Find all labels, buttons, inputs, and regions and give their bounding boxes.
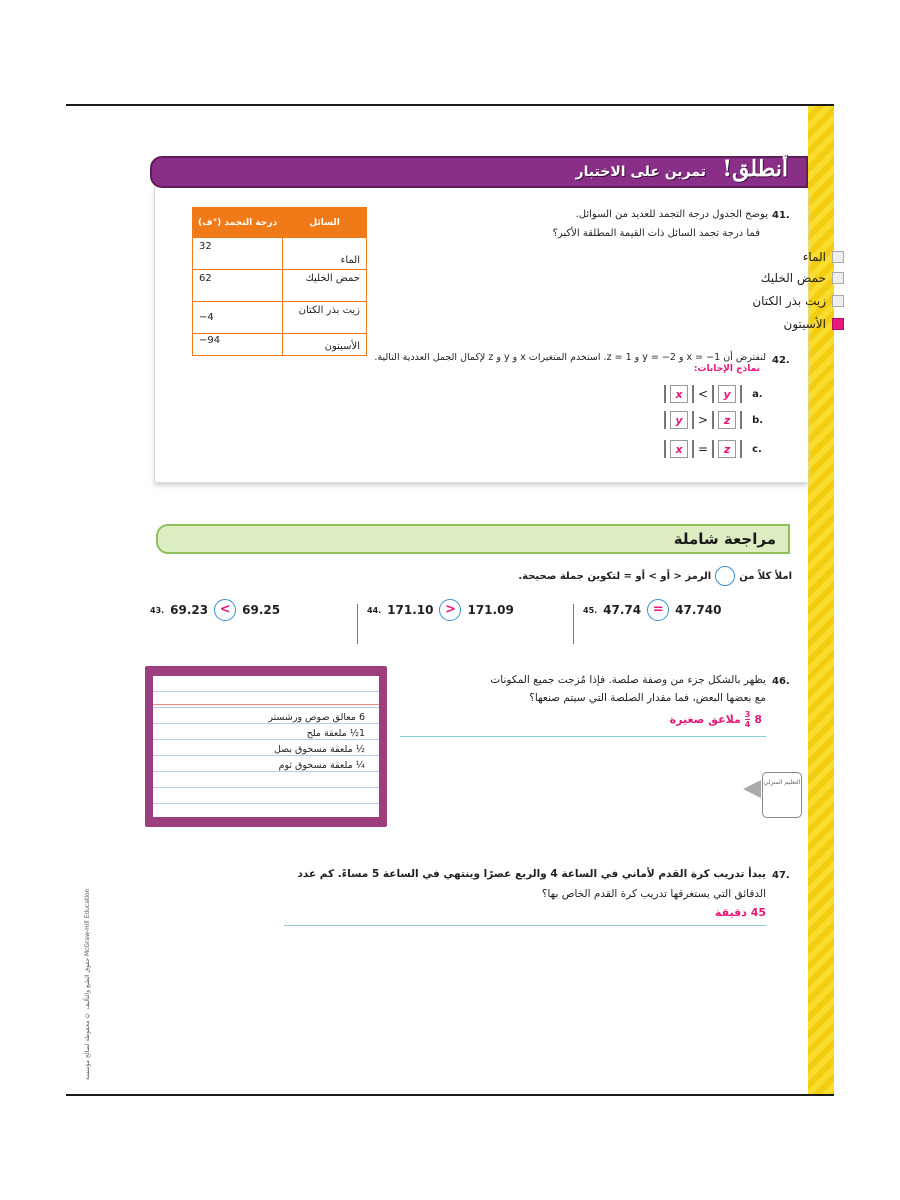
q47-line2: الدقائق التي يستغرقها تدريب كرة القدم الخاص بها؟	[541, 888, 766, 900]
answer-box[interactable]: y	[670, 411, 688, 429]
recipe-card	[145, 666, 387, 827]
checkbox[interactable]	[832, 272, 844, 284]
answer-circle[interactable]: >	[439, 599, 461, 621]
banner-title: أنطلق!	[722, 156, 788, 182]
q41-option-1[interactable]: الماء	[803, 250, 844, 264]
practice-banner	[150, 156, 808, 188]
q42-text: لنفترض أن x = −1 و y = −2 و z = 1. استخدم المتغيرات x و y و z لإكمال الجمل العددية التالية.	[374, 352, 766, 363]
table-row	[193, 302, 367, 334]
table-cell-value: 62	[193, 270, 283, 302]
table-row	[193, 334, 367, 356]
q46-line2: مع بعضها البعض، فما مقدار الصلصة التي سيتم صنعها؟	[529, 692, 766, 704]
table-cell-liquid: حمض الخليك	[283, 270, 367, 302]
answer-circle[interactable]: =	[647, 599, 669, 621]
sample-answers-label: نماذج الإجابات:	[693, 364, 760, 374]
q41-line1: يوضح الجدول درجة التجمد للعديد من السوائل.	[575, 209, 768, 220]
q41-number: 41.	[772, 210, 790, 221]
q47-number: 47.	[772, 870, 790, 881]
table-cell-value: 32	[193, 238, 283, 270]
ingredient-item: ½ ملعقة مسحوق بصل	[273, 744, 365, 755]
q42-row-c: x = z c.	[664, 440, 762, 458]
q41-line2: فما درجة تجمد السائل ذات القيمة المطلقة الأكبر؟	[552, 228, 760, 239]
ingredient-item: 1½ ملعقة ملح	[306, 728, 365, 739]
banner-subtitle: تمرين على الاختبار	[575, 164, 706, 180]
q41-option-2[interactable]: حمض الخليك	[761, 271, 844, 285]
comparison-44: 44. 171.10 > 171.09	[367, 599, 514, 621]
bottom-rule	[66, 1094, 834, 1096]
q46-answer: 8 3 4 ملاعق صغيرة	[669, 710, 762, 729]
checkbox-selected[interactable]	[832, 318, 844, 330]
answer-box[interactable]: y	[718, 385, 736, 403]
answer-box[interactable]: x	[670, 440, 688, 458]
q46-line1: يظهر بالشكل جزء من وصفة صلصة. فإذا مُزجت جميع المكونات	[490, 674, 766, 686]
answer-line	[284, 925, 766, 926]
q41-option-3[interactable]: زيت بذر الكتان	[752, 294, 844, 308]
review-instruction: املأ كلاً من الرمز < أو > أو = لتكوين جملة صحيحة.	[518, 566, 792, 586]
answer-box[interactable]: z	[718, 440, 736, 458]
table-cell-liquid: الماء	[283, 238, 367, 270]
checkbox[interactable]	[832, 251, 844, 263]
table-cell-liquid: زيت بذر الكتان	[283, 302, 367, 334]
answer-line	[400, 736, 766, 737]
ingredient-item: ¼ ملعقة مسحوق ثوم	[278, 760, 365, 771]
q42-row-b: y > z b.	[664, 411, 763, 429]
table-header-freezing: درجة التجمد (°ف)	[193, 208, 283, 238]
answer-box[interactable]: z	[718, 411, 736, 429]
table-cell-liquid: الأسيتون	[283, 334, 367, 356]
review-banner	[156, 524, 790, 554]
q47-answer: 45 دقيقة	[714, 906, 766, 919]
divider	[573, 604, 574, 644]
copyright-sidebar: حقوق الطبع والتأليف © محفوظة لصالح مؤسسة McGraw-Hill Education	[84, 888, 91, 1080]
q47-line1: يبدأ تدريب كرة القدم لأماني في الساعة 4 والربع عصرًا وينتهي في الساعة 5 مساءً. كم عدد	[297, 868, 766, 880]
table-cell-value: −4	[193, 302, 283, 334]
answer-box[interactable]: x	[670, 385, 688, 403]
circle-symbol-icon	[715, 566, 735, 586]
ingredient-item: 6 معالق صوص ورشستر	[268, 712, 365, 723]
q42-row-a: x < y a.	[664, 385, 763, 403]
homework-help-icon[interactable]: التعليم المنزلي	[762, 772, 802, 818]
q42-number: 42.	[772, 355, 790, 366]
table-header-liquid: السائل	[283, 208, 367, 238]
comparison-43: 43. 69.23 < 69.25	[150, 599, 280, 621]
answer-circle[interactable]: <	[214, 599, 236, 621]
table-row	[193, 270, 367, 302]
freezing-point-table	[192, 207, 367, 356]
top-rule	[66, 104, 834, 106]
review-title: مراجعة شاملة	[673, 530, 776, 548]
q41-option-4[interactable]: الأسيتون	[784, 317, 845, 331]
table-cell-value: −94	[193, 334, 283, 356]
arrow-icon	[743, 780, 761, 798]
comparison-45: 45. 47.74 = 47.740	[583, 599, 721, 621]
checkbox[interactable]	[832, 295, 844, 307]
q46-number: 46.	[772, 676, 790, 687]
table-row	[193, 238, 367, 270]
divider	[357, 604, 358, 644]
